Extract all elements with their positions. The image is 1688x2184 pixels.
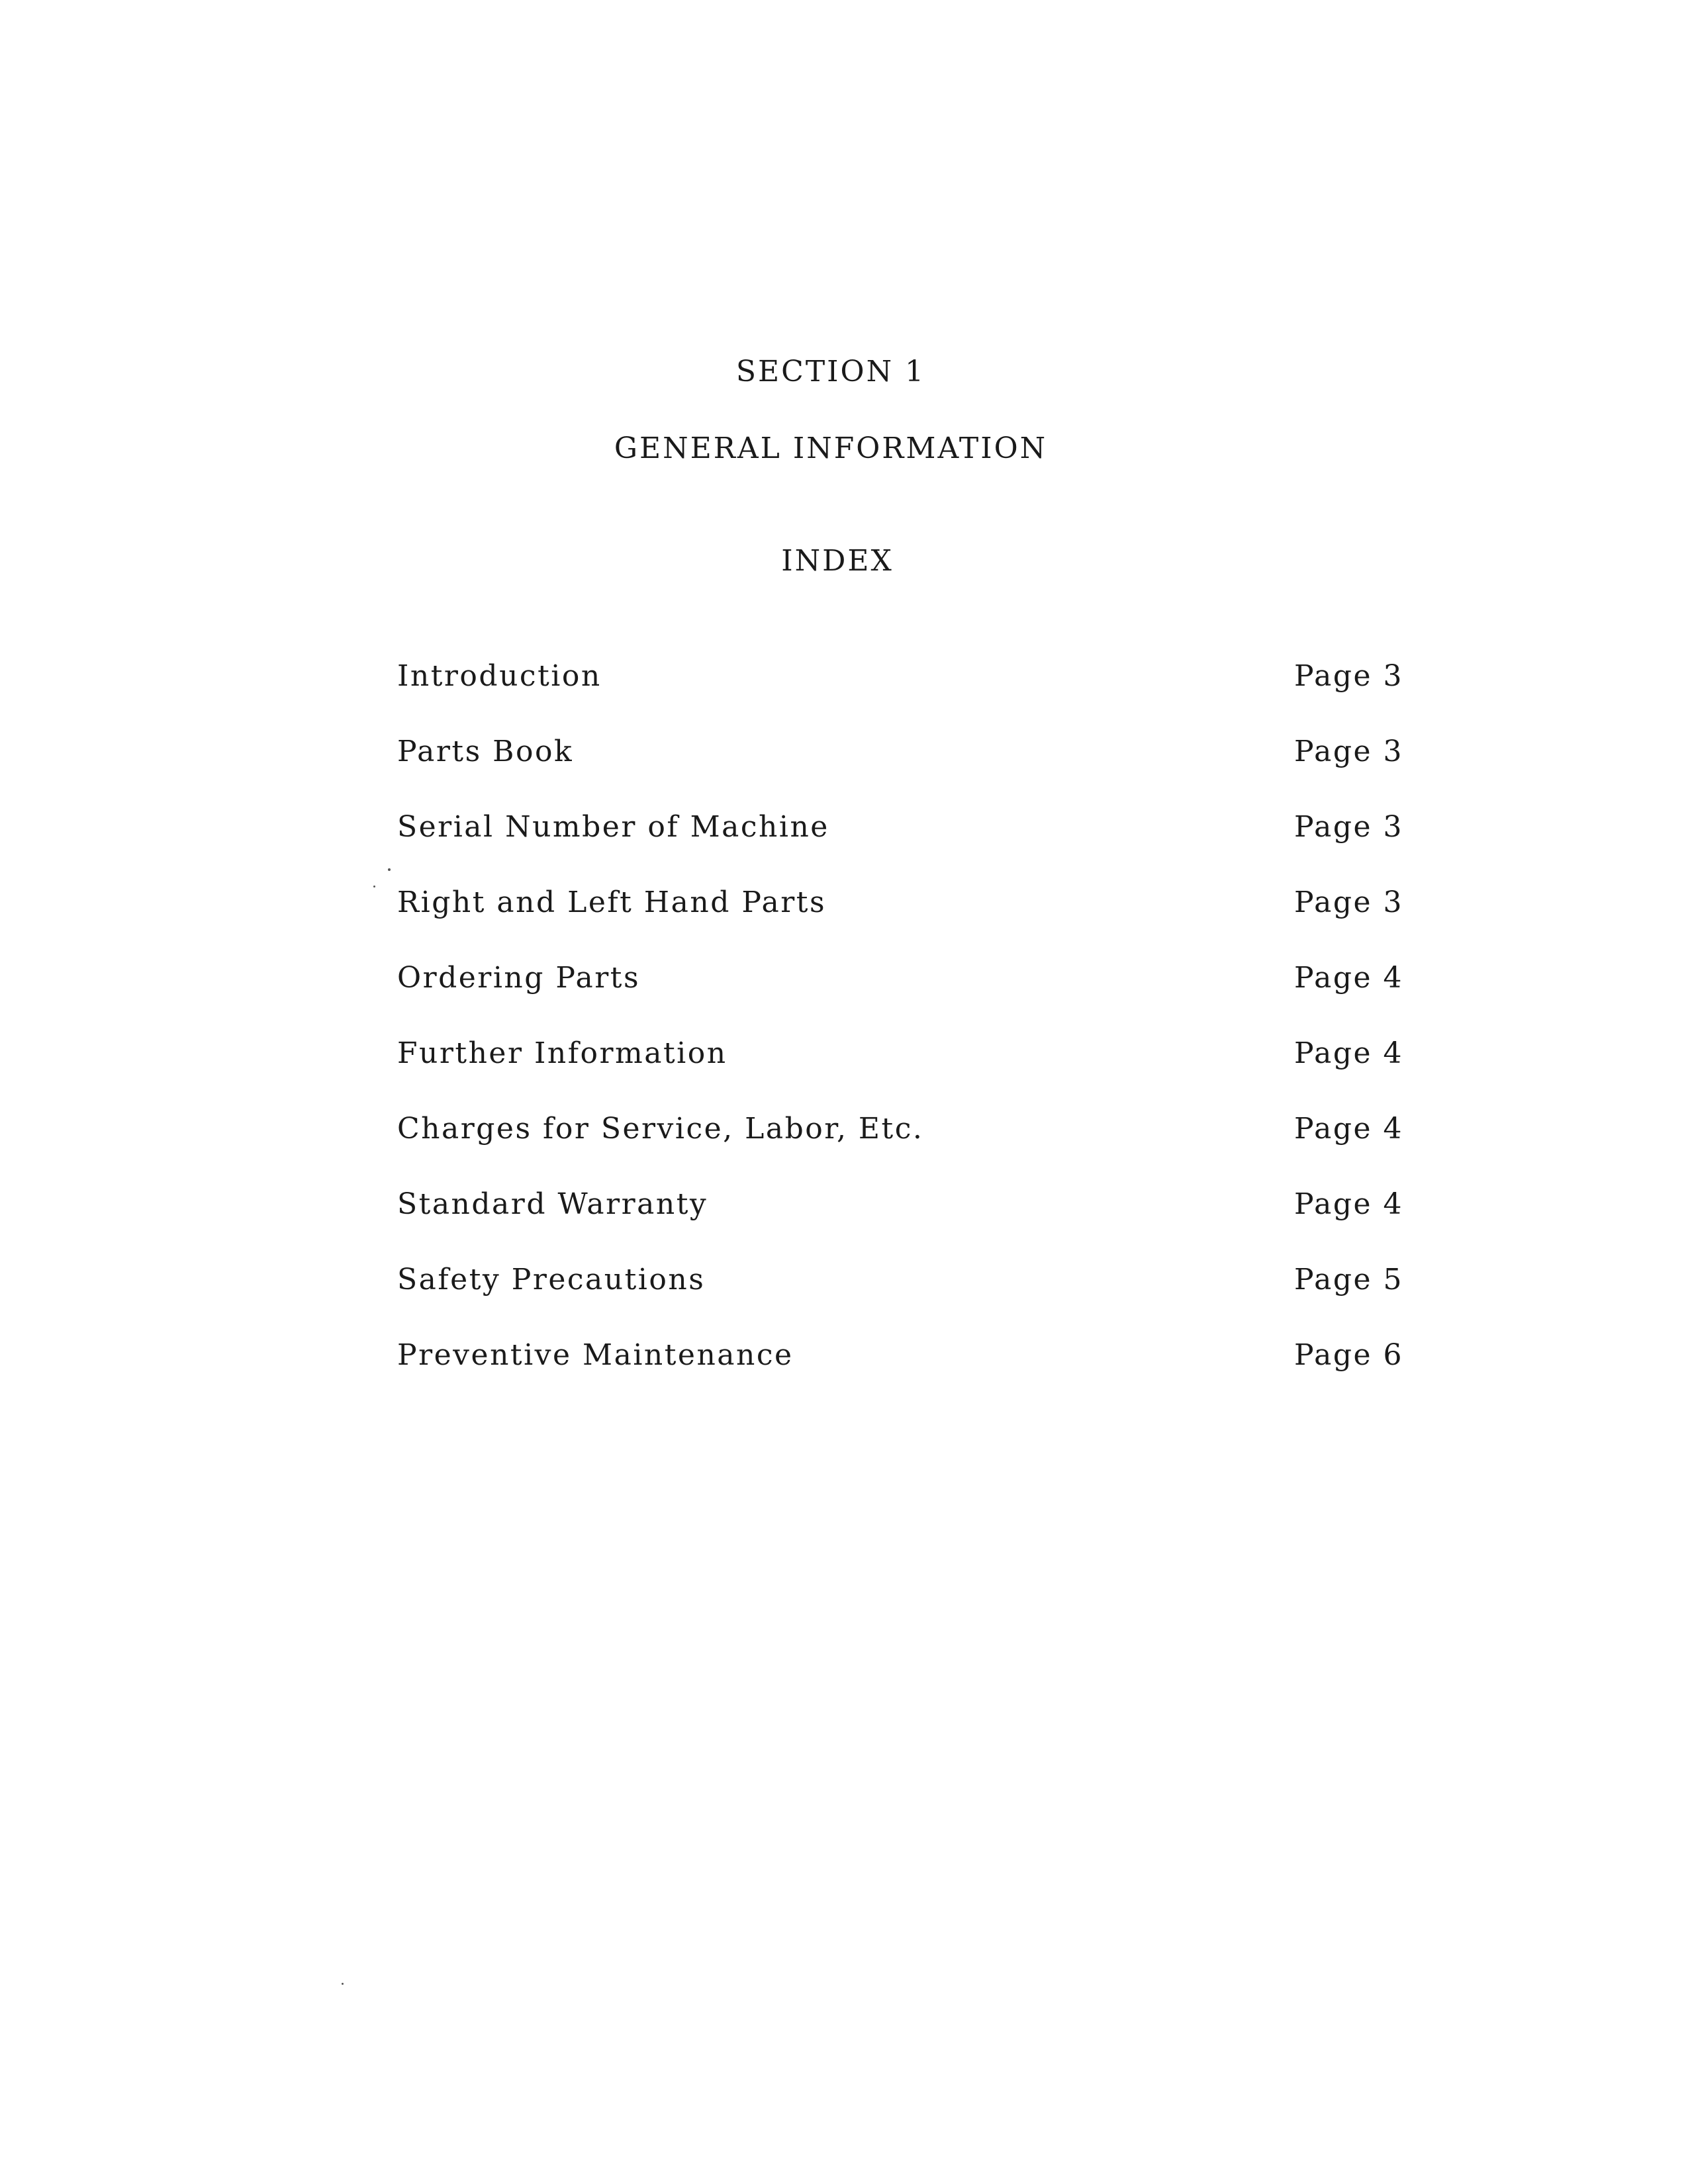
index-entry-parts-book (397, 735, 1403, 810)
entry-page: Page 3 (1293, 810, 1403, 844)
scan-speck (373, 886, 375, 887)
entry-label: Introduction (397, 659, 602, 693)
entry-page: Page 5 (1293, 1263, 1403, 1297)
index-entry-further-information (397, 1036, 1403, 1112)
index-entry-serial-number (397, 810, 1403, 886)
entry-page: Page 3 (1293, 735, 1403, 768)
entry-label: Serial Number of Machine (397, 810, 829, 844)
index-entry-charges (397, 1112, 1403, 1187)
entry-label: Safety Precautions (397, 1263, 706, 1297)
scan-speck (342, 1983, 344, 1985)
scan-speck (388, 868, 391, 871)
entry-page: Page 6 (1293, 1338, 1403, 1372)
entry-label: Parts Book (397, 735, 574, 768)
entry-label: Ordering Parts (397, 961, 641, 995)
index-entry-standard-warranty (397, 1187, 1403, 1263)
section-heading: SECTION 1 (735, 355, 926, 388)
index-entry-right-left-parts (397, 886, 1403, 961)
entry-label: Standard Warranty (397, 1187, 708, 1221)
index-list (397, 659, 1403, 1414)
entry-page: Page 4 (1293, 1187, 1403, 1221)
entry-page: Page 3 (1293, 659, 1403, 693)
entry-page: Page 4 (1293, 961, 1403, 995)
index-entry-safety-precautions (397, 1263, 1403, 1338)
page-title: GENERAL INFORMATION (614, 432, 1048, 465)
entry-label: Charges for Service, Labor, Etc. (397, 1112, 924, 1146)
index-entry-preventive-maintenance (397, 1338, 1403, 1414)
index-heading: INDEX (781, 544, 894, 578)
index-entry-introduction (397, 659, 1403, 735)
entry-label: Right and Left Hand Parts (397, 886, 827, 919)
entry-page: Page 4 (1293, 1112, 1403, 1146)
entry-label: Further Information (397, 1036, 727, 1070)
entry-page: Page 4 (1293, 1036, 1403, 1070)
entry-page: Page 3 (1293, 886, 1403, 919)
index-entry-ordering-parts (397, 961, 1403, 1036)
entry-label: Preventive Maintenance (397, 1338, 794, 1372)
